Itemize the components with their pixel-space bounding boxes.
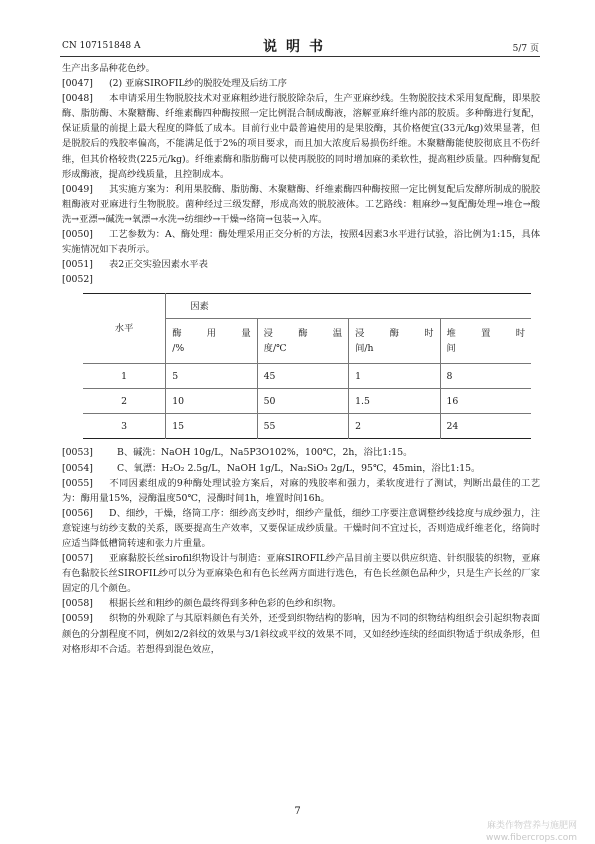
paragraph-text: 其实施方案为：利用果胶酶、脂肪酶、木聚糖酶、纤维素酶四种酶按照一定比例复配后发酵所制成的脱胶粗酶液对亚麻进行生物脱胶。菌种经过三级发酵，形成高效的脱胶液体。工艺路线：粗麻纱→复配酶处理→堆仓→酸洗→亚漂→碱洗→氧漂→水洗→纺细纱→干燥→络筒→包装→入库。	[62, 183, 540, 225]
paragraph-tag: [0048]	[62, 93, 93, 105]
paragraph-text: 工艺参数为：A、酶处理：酶处理采用正交分析的方法，按照4因素3水平进行试验，浴比例为1:15，具体实施情况如下表所示。	[62, 229, 540, 256]
paragraph-tag: [0056]	[62, 507, 93, 519]
paragraph-text: (2) 亚麻SIROFIL纱的脱胶处理及后纺工序	[109, 78, 287, 90]
column-header-line2: /%	[172, 343, 185, 355]
level-header: 水平	[83, 294, 166, 364]
column-header	[257, 319, 348, 364]
paragraph-tag: [0052]	[62, 274, 93, 286]
paragraph-0049	[62, 182, 540, 227]
table-caption: 表2正交实验因素水平表	[109, 259, 208, 271]
column-header-line1: 浸酶温	[263, 328, 343, 340]
paragraph-text: 根据长丝和粗纱的颜色最终得到多种色彩的色纱和织物。	[109, 598, 342, 610]
page-title: 说明书	[263, 39, 332, 55]
table-cell: 15	[166, 414, 257, 439]
paragraph-tag: [0058]	[62, 598, 93, 610]
paragraph-0058	[62, 596, 540, 611]
paragraph-tag: [0059]	[62, 613, 93, 625]
paragraph-0050	[62, 227, 540, 257]
table-cell: 24	[440, 414, 531, 439]
paragraph-0057	[62, 551, 540, 596]
table-cell: 5	[166, 364, 257, 389]
table-cell: 50	[257, 389, 348, 414]
table-cell: 2	[349, 414, 440, 439]
document-body	[62, 61, 540, 657]
paragraph-text: C、氧漂：H₂O₂ 2.5g/L，NaOH 1g/L，Na₂SiO₃ 2g/L，95℃，45min，浴比1:15。	[117, 462, 481, 474]
paragraph-text: D、细纱，干燥，络筒工序：细纱高支纱时，细纱产量低，细纱工序要注意调整纱线捻度与成纱强力，注意锭速与纺纱支数的关系，既要提高生产效率，又要保证成纱质量。干燥时间不宜过长，否则造成纤维老化，络筒时应适当降低槽筒转速和张力片重量。	[62, 507, 540, 549]
paragraph-text: 本申请采用生物脱胶技术对亚麻粗纱进行脱胶除杂后，生产亚麻纱线。生物脱胶技术采用复配酶，即果胶酶、脂肪酶、木聚糖酶、纤维素酶四种酶按照一定比例混合制成酶液，溶解亚麻纤维内部的胶质。多种酶进行复配，保证质量的前提上最大程度的降低了成本。目前行业中最普遍使用的是果胶酶，其价格便宜(33元/kg)效果显著，但是脱胶后的残胶率偏高，不能满足低于2%的项目要求，而且加大浓度后易损伤纤维。木聚糖酶能使胶彻底且不伤纤维，但其价格较贵(225元/kg)。纤维素酶和脂肪酶可以使再脱胶的同时增加麻的柔软性，提高粗纱质量。四种酶复配形成酶液，提高纱线质量，且控制成本。	[62, 93, 540, 180]
column-header-line1: 浸酶时	[355, 328, 434, 340]
watermark-name: 麻类作物营养与施肥网	[486, 821, 577, 831]
paragraph-0047	[62, 76, 540, 91]
column-header	[440, 319, 531, 364]
column-header-line1: 堆置时	[446, 328, 525, 340]
column-header	[166, 319, 257, 364]
watermark-url: www.fibercrops.com	[486, 833, 577, 843]
paragraph-0053	[62, 445, 540, 460]
paragraph-0048	[62, 91, 540, 182]
level-cell: 2	[83, 389, 166, 414]
table-cell: 1.5	[349, 389, 440, 414]
paragraph-tag: [0057]	[62, 553, 93, 565]
table-cell: 55	[257, 414, 348, 439]
column-header	[349, 319, 440, 364]
table-header-row	[83, 294, 531, 319]
paragraph-0051	[62, 257, 540, 272]
page-number: 7	[294, 806, 301, 817]
factor-header: 因素	[166, 294, 531, 319]
paragraph-tag: [0053]	[62, 447, 93, 459]
page-indicator: 5/7 页	[512, 44, 539, 54]
paragraph-intro: 生产出多品种花色纱。	[62, 63, 155, 74]
table-cell: 16	[440, 389, 531, 414]
watermark	[486, 820, 577, 844]
column-header-line1: 酶用量	[172, 328, 251, 340]
column-header-line2: 间	[446, 343, 456, 355]
paragraph-tag: [0049]	[62, 183, 93, 195]
paragraph-0052	[62, 272, 540, 287]
table-cell: 10	[166, 389, 257, 414]
paragraph-tag: [0055]	[62, 477, 93, 489]
paragraph-tag: [0051]	[62, 259, 93, 271]
patent-number: CN 107151848 A	[62, 41, 141, 51]
paragraph-text: B、碱洗：NaOH 10g/L，Na5P3O102%，100℃，2h，浴比1:15。	[117, 447, 413, 459]
paragraph-text: 织物的外观除了与其原料颜色有关外，还受到织物结构的影响，因为不同的织物结构组织会引起织物表面颜色的分割程度不同，例如2/2斜纹的效果与3/1斜纹或平纹的效果不同，又如经纱连续的经面织物适于织成条形，但对格形却不合适。若想得到混色效应，	[62, 613, 540, 655]
column-header-line2: 间/h	[355, 343, 374, 355]
table-row	[83, 389, 531, 414]
paragraph-0056	[62, 506, 540, 551]
table-row	[83, 414, 531, 439]
paragraph-0054	[62, 461, 540, 476]
orthogonal-factor-level-table	[83, 293, 531, 439]
table-cell: 1	[349, 364, 440, 389]
level-cell: 1	[83, 364, 166, 389]
paragraph-tag: [0047]	[62, 78, 93, 90]
paragraph-text: 亚麻黏胶长丝sirofil织物设计与制造：亚麻SIROFIL纱产品目前主要以供应织造、针织服装的织物，亚麻有色黏胶长丝SIROFIL纱可以分为亚麻染色和有色长丝两方面进行选色，有色长丝颜色品种少，只是生产长丝的厂家固定的几个颜色。	[62, 553, 540, 595]
paragraph-tag: [0054]	[62, 462, 93, 474]
column-header-line2: 度/℃	[263, 343, 287, 355]
header-divider	[60, 56, 540, 57]
table-row	[83, 364, 531, 389]
paragraph-0059	[62, 611, 540, 656]
paragraph-text: 不同因素组成的9种酶处理试验方案后，对麻的残胶率和强力，柔软度进行了测试，判断出最佳的工艺为：酶用量15%，浸酶温度50℃，浸酶时间1h，堆置时间16h。	[62, 477, 540, 504]
paragraph-tag: [0050]	[62, 229, 93, 241]
table-cell: 45	[257, 364, 348, 389]
level-cell: 3	[83, 414, 166, 439]
table-cell: 8	[440, 364, 531, 389]
paragraph-0055	[62, 476, 540, 506]
